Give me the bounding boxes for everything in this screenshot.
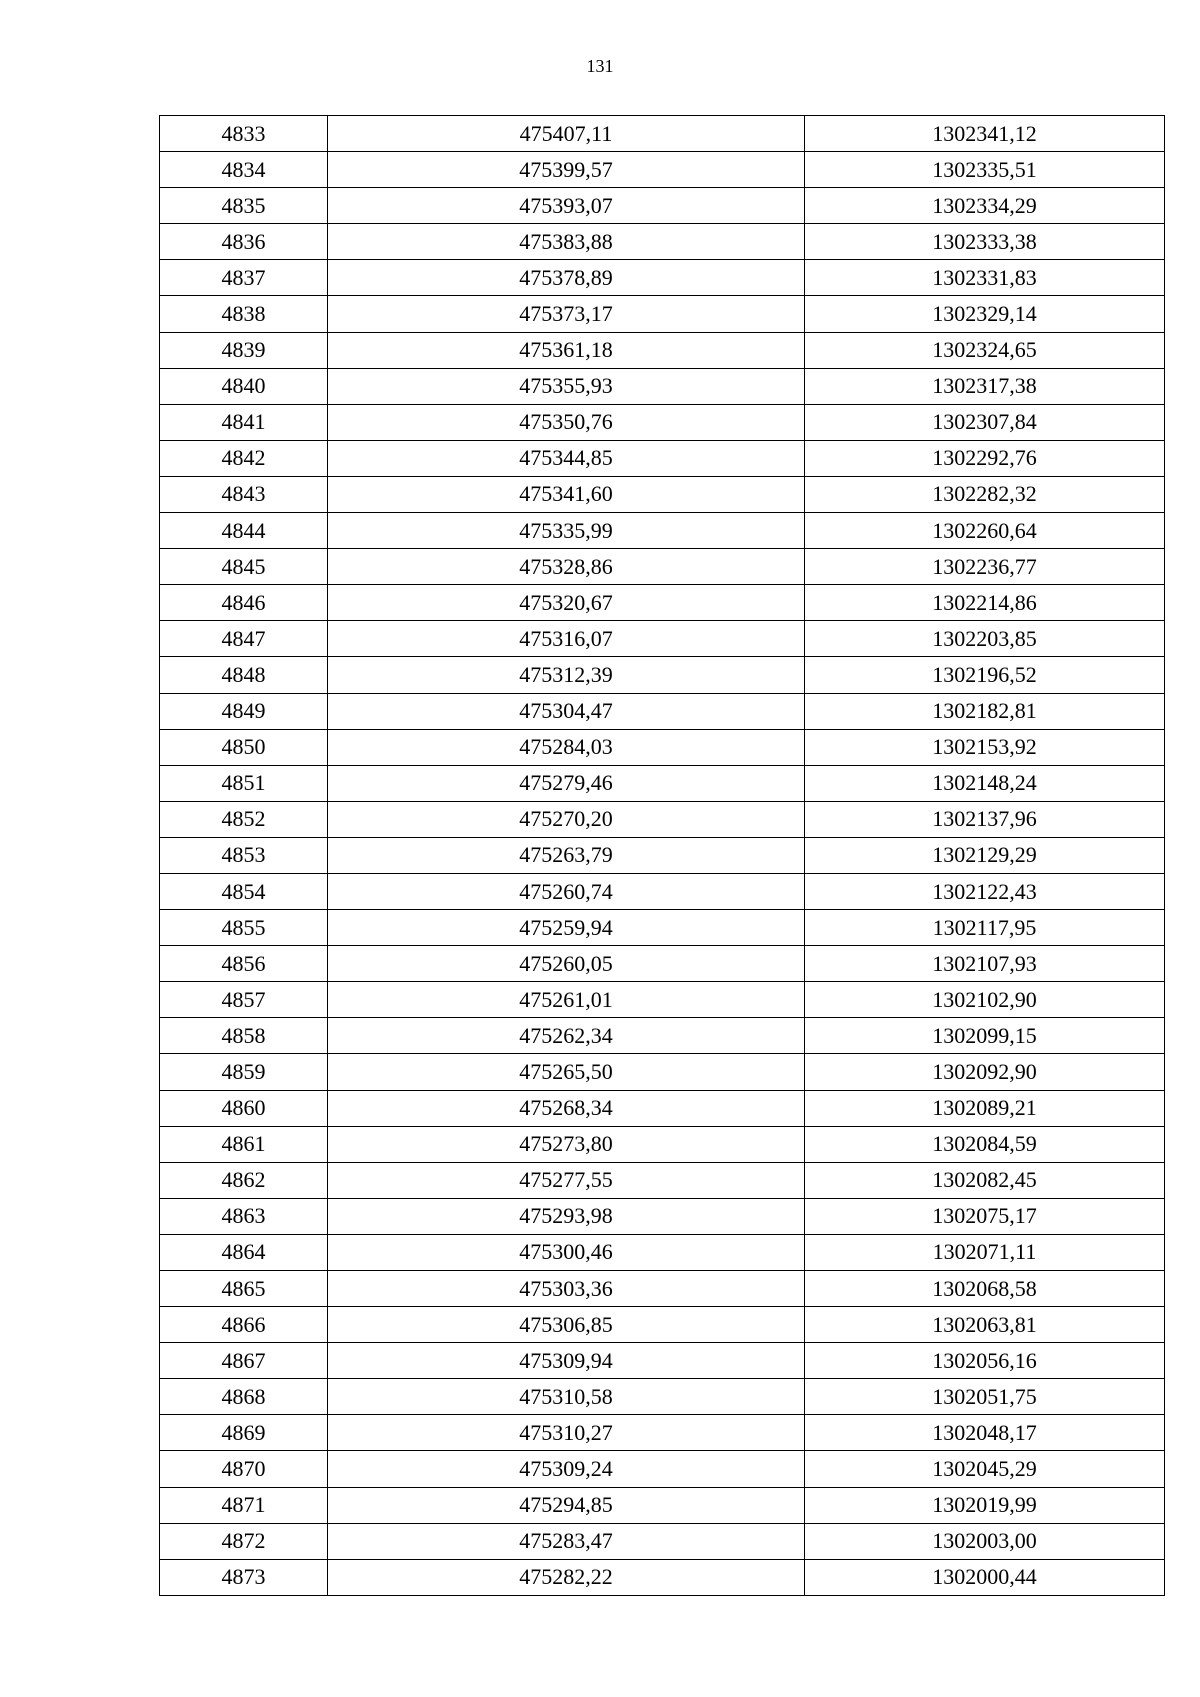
y-coordinate-cell: 1302048,17 bbox=[805, 1415, 1165, 1451]
table-row bbox=[160, 404, 1165, 440]
table-row bbox=[160, 1018, 1165, 1054]
point-number-cell: 4842 bbox=[160, 440, 328, 476]
y-coordinate-cell: 1302331,83 bbox=[805, 260, 1165, 296]
x-coordinate-cell: 475304,47 bbox=[328, 693, 805, 729]
point-number-cell: 4856 bbox=[160, 946, 328, 982]
coordinates-table bbox=[159, 115, 1165, 1596]
x-coordinate-cell: 475316,07 bbox=[328, 621, 805, 657]
table-row bbox=[160, 368, 1165, 404]
x-coordinate-cell: 475293,98 bbox=[328, 1198, 805, 1234]
table-row bbox=[160, 910, 1165, 946]
x-coordinate-cell: 475309,94 bbox=[328, 1343, 805, 1379]
y-coordinate-cell: 1302068,58 bbox=[805, 1271, 1165, 1307]
x-coordinate-cell: 475350,76 bbox=[328, 404, 805, 440]
point-number-cell: 4849 bbox=[160, 693, 328, 729]
y-coordinate-cell: 1302334,29 bbox=[805, 188, 1165, 224]
point-number-cell: 4869 bbox=[160, 1415, 328, 1451]
x-coordinate-cell: 475259,94 bbox=[328, 910, 805, 946]
point-number-cell: 4846 bbox=[160, 585, 328, 621]
y-coordinate-cell: 1302324,65 bbox=[805, 332, 1165, 368]
table-row bbox=[160, 1090, 1165, 1126]
y-coordinate-cell: 1302292,76 bbox=[805, 440, 1165, 476]
table-row bbox=[160, 1198, 1165, 1234]
page-number: 131 bbox=[586, 56, 614, 76]
x-coordinate-cell: 475260,05 bbox=[328, 946, 805, 982]
point-number-cell: 4862 bbox=[160, 1162, 328, 1198]
y-coordinate-cell: 1302153,92 bbox=[805, 729, 1165, 765]
y-coordinate-cell: 1302099,15 bbox=[805, 1018, 1165, 1054]
x-coordinate-cell: 475300,46 bbox=[328, 1234, 805, 1270]
table-row bbox=[160, 296, 1165, 332]
y-coordinate-cell: 1302129,29 bbox=[805, 837, 1165, 873]
y-coordinate-cell: 1302307,84 bbox=[805, 404, 1165, 440]
x-coordinate-cell: 475270,20 bbox=[328, 801, 805, 837]
table-row bbox=[160, 657, 1165, 693]
x-coordinate-cell: 475361,18 bbox=[328, 332, 805, 368]
point-number-cell: 4851 bbox=[160, 765, 328, 801]
x-coordinate-cell: 475294,85 bbox=[328, 1487, 805, 1523]
table-row bbox=[160, 224, 1165, 260]
table-row bbox=[160, 801, 1165, 837]
y-coordinate-cell: 1302000,44 bbox=[805, 1559, 1165, 1595]
y-coordinate-cell: 1302019,99 bbox=[805, 1487, 1165, 1523]
point-number-cell: 4847 bbox=[160, 621, 328, 657]
y-coordinate-cell: 1302102,90 bbox=[805, 982, 1165, 1018]
point-number-cell: 4848 bbox=[160, 657, 328, 693]
y-coordinate-cell: 1302196,52 bbox=[805, 657, 1165, 693]
point-number-cell: 4873 bbox=[160, 1559, 328, 1595]
x-coordinate-cell: 475312,39 bbox=[328, 657, 805, 693]
x-coordinate-cell: 475355,93 bbox=[328, 368, 805, 404]
y-coordinate-cell: 1302056,16 bbox=[805, 1343, 1165, 1379]
coordinates-table-body bbox=[160, 116, 1165, 1596]
point-number-cell: 4855 bbox=[160, 910, 328, 946]
table-row bbox=[160, 260, 1165, 296]
y-coordinate-cell: 1302203,85 bbox=[805, 621, 1165, 657]
y-coordinate-cell: 1302341,12 bbox=[805, 116, 1165, 152]
x-coordinate-cell: 475320,67 bbox=[328, 585, 805, 621]
point-number-cell: 4852 bbox=[160, 801, 328, 837]
x-coordinate-cell: 475277,55 bbox=[328, 1162, 805, 1198]
table-row bbox=[160, 152, 1165, 188]
point-number-cell: 4870 bbox=[160, 1451, 328, 1487]
y-coordinate-cell: 1302045,29 bbox=[805, 1451, 1165, 1487]
table-row bbox=[160, 1271, 1165, 1307]
x-coordinate-cell: 475261,01 bbox=[328, 982, 805, 1018]
table-row bbox=[160, 440, 1165, 476]
table-row bbox=[160, 837, 1165, 873]
table-row bbox=[160, 332, 1165, 368]
x-coordinate-cell: 475399,57 bbox=[328, 152, 805, 188]
y-coordinate-cell: 1302063,81 bbox=[805, 1307, 1165, 1343]
table-row bbox=[160, 765, 1165, 801]
table-row bbox=[160, 1379, 1165, 1415]
point-number-cell: 4858 bbox=[160, 1018, 328, 1054]
table-row bbox=[160, 873, 1165, 909]
y-coordinate-cell: 1302084,59 bbox=[805, 1126, 1165, 1162]
x-coordinate-cell: 475378,89 bbox=[328, 260, 805, 296]
x-coordinate-cell: 475268,34 bbox=[328, 1090, 805, 1126]
y-coordinate-cell: 1302082,45 bbox=[805, 1162, 1165, 1198]
y-coordinate-cell: 1302092,90 bbox=[805, 1054, 1165, 1090]
y-coordinate-cell: 1302317,38 bbox=[805, 368, 1165, 404]
table-row bbox=[160, 513, 1165, 549]
y-coordinate-cell: 1302333,38 bbox=[805, 224, 1165, 260]
x-coordinate-cell: 475328,86 bbox=[328, 549, 805, 585]
y-coordinate-cell: 1302137,96 bbox=[805, 801, 1165, 837]
x-coordinate-cell: 475344,85 bbox=[328, 440, 805, 476]
table-row bbox=[160, 1559, 1165, 1595]
x-coordinate-cell: 475273,80 bbox=[328, 1126, 805, 1162]
y-coordinate-cell: 1302214,86 bbox=[805, 585, 1165, 621]
x-coordinate-cell: 475283,47 bbox=[328, 1523, 805, 1559]
x-coordinate-cell: 475341,60 bbox=[328, 476, 805, 512]
x-coordinate-cell: 475306,85 bbox=[328, 1307, 805, 1343]
table-row bbox=[160, 116, 1165, 152]
table-row bbox=[160, 1415, 1165, 1451]
x-coordinate-cell: 475265,50 bbox=[328, 1054, 805, 1090]
point-number-cell: 4845 bbox=[160, 549, 328, 585]
table-row bbox=[160, 1162, 1165, 1198]
y-coordinate-cell: 1302182,81 bbox=[805, 693, 1165, 729]
point-number-cell: 4857 bbox=[160, 982, 328, 1018]
table-row bbox=[160, 982, 1165, 1018]
x-coordinate-cell: 475282,22 bbox=[328, 1559, 805, 1595]
x-coordinate-cell: 475335,99 bbox=[328, 513, 805, 549]
point-number-cell: 4861 bbox=[160, 1126, 328, 1162]
table-row bbox=[160, 188, 1165, 224]
table-row bbox=[160, 621, 1165, 657]
point-number-cell: 4838 bbox=[160, 296, 328, 332]
x-coordinate-cell: 475393,07 bbox=[328, 188, 805, 224]
point-number-cell: 4863 bbox=[160, 1198, 328, 1234]
point-number-cell: 4834 bbox=[160, 152, 328, 188]
table-row bbox=[160, 1451, 1165, 1487]
point-number-cell: 4860 bbox=[160, 1090, 328, 1126]
y-coordinate-cell: 1302089,21 bbox=[805, 1090, 1165, 1126]
point-number-cell: 4841 bbox=[160, 404, 328, 440]
point-number-cell: 4864 bbox=[160, 1234, 328, 1270]
table-row bbox=[160, 1343, 1165, 1379]
point-number-cell: 4866 bbox=[160, 1307, 328, 1343]
point-number-cell: 4833 bbox=[160, 116, 328, 152]
y-coordinate-cell: 1302335,51 bbox=[805, 152, 1165, 188]
x-coordinate-cell: 475310,27 bbox=[328, 1415, 805, 1451]
y-coordinate-cell: 1302075,17 bbox=[805, 1198, 1165, 1234]
table-row bbox=[160, 1523, 1165, 1559]
table-row bbox=[160, 693, 1165, 729]
x-coordinate-cell: 475407,11 bbox=[328, 116, 805, 152]
point-number-cell: 4850 bbox=[160, 729, 328, 765]
x-coordinate-cell: 475309,24 bbox=[328, 1451, 805, 1487]
x-coordinate-cell: 475303,36 bbox=[328, 1271, 805, 1307]
table-row bbox=[160, 1307, 1165, 1343]
y-coordinate-cell: 1302117,95 bbox=[805, 910, 1165, 946]
table-row bbox=[160, 1487, 1165, 1523]
table-row bbox=[160, 585, 1165, 621]
table-row bbox=[160, 1234, 1165, 1270]
table-row bbox=[160, 729, 1165, 765]
y-coordinate-cell: 1302236,77 bbox=[805, 549, 1165, 585]
x-coordinate-cell: 475263,79 bbox=[328, 837, 805, 873]
y-coordinate-cell: 1302107,93 bbox=[805, 946, 1165, 982]
x-coordinate-cell: 475262,34 bbox=[328, 1018, 805, 1054]
point-number-cell: 4839 bbox=[160, 332, 328, 368]
point-number-cell: 4835 bbox=[160, 188, 328, 224]
y-coordinate-cell: 1302148,24 bbox=[805, 765, 1165, 801]
point-number-cell: 4853 bbox=[160, 837, 328, 873]
x-coordinate-cell: 475383,88 bbox=[328, 224, 805, 260]
y-coordinate-cell: 1302122,43 bbox=[805, 873, 1165, 909]
point-number-cell: 4865 bbox=[160, 1271, 328, 1307]
point-number-cell: 4837 bbox=[160, 260, 328, 296]
y-coordinate-cell: 1302003,00 bbox=[805, 1523, 1165, 1559]
table-row bbox=[160, 1126, 1165, 1162]
x-coordinate-cell: 475373,17 bbox=[328, 296, 805, 332]
x-coordinate-cell: 475310,58 bbox=[328, 1379, 805, 1415]
point-number-cell: 4871 bbox=[160, 1487, 328, 1523]
point-number-cell: 4868 bbox=[160, 1379, 328, 1415]
point-number-cell: 4844 bbox=[160, 513, 328, 549]
y-coordinate-cell: 1302071,11 bbox=[805, 1234, 1165, 1270]
table-row bbox=[160, 476, 1165, 512]
point-number-cell: 4872 bbox=[160, 1523, 328, 1559]
x-coordinate-cell: 475279,46 bbox=[328, 765, 805, 801]
point-number-cell: 4854 bbox=[160, 873, 328, 909]
point-number-cell: 4867 bbox=[160, 1343, 328, 1379]
point-number-cell: 4840 bbox=[160, 368, 328, 404]
y-coordinate-cell: 1302051,75 bbox=[805, 1379, 1165, 1415]
point-number-cell: 4836 bbox=[160, 224, 328, 260]
y-coordinate-cell: 1302282,32 bbox=[805, 476, 1165, 512]
x-coordinate-cell: 475260,74 bbox=[328, 873, 805, 909]
point-number-cell: 4859 bbox=[160, 1054, 328, 1090]
table-row bbox=[160, 549, 1165, 585]
y-coordinate-cell: 1302329,14 bbox=[805, 296, 1165, 332]
x-coordinate-cell: 475284,03 bbox=[328, 729, 805, 765]
point-number-cell: 4843 bbox=[160, 476, 328, 512]
table-row bbox=[160, 1054, 1165, 1090]
table-row bbox=[160, 946, 1165, 982]
y-coordinate-cell: 1302260,64 bbox=[805, 513, 1165, 549]
